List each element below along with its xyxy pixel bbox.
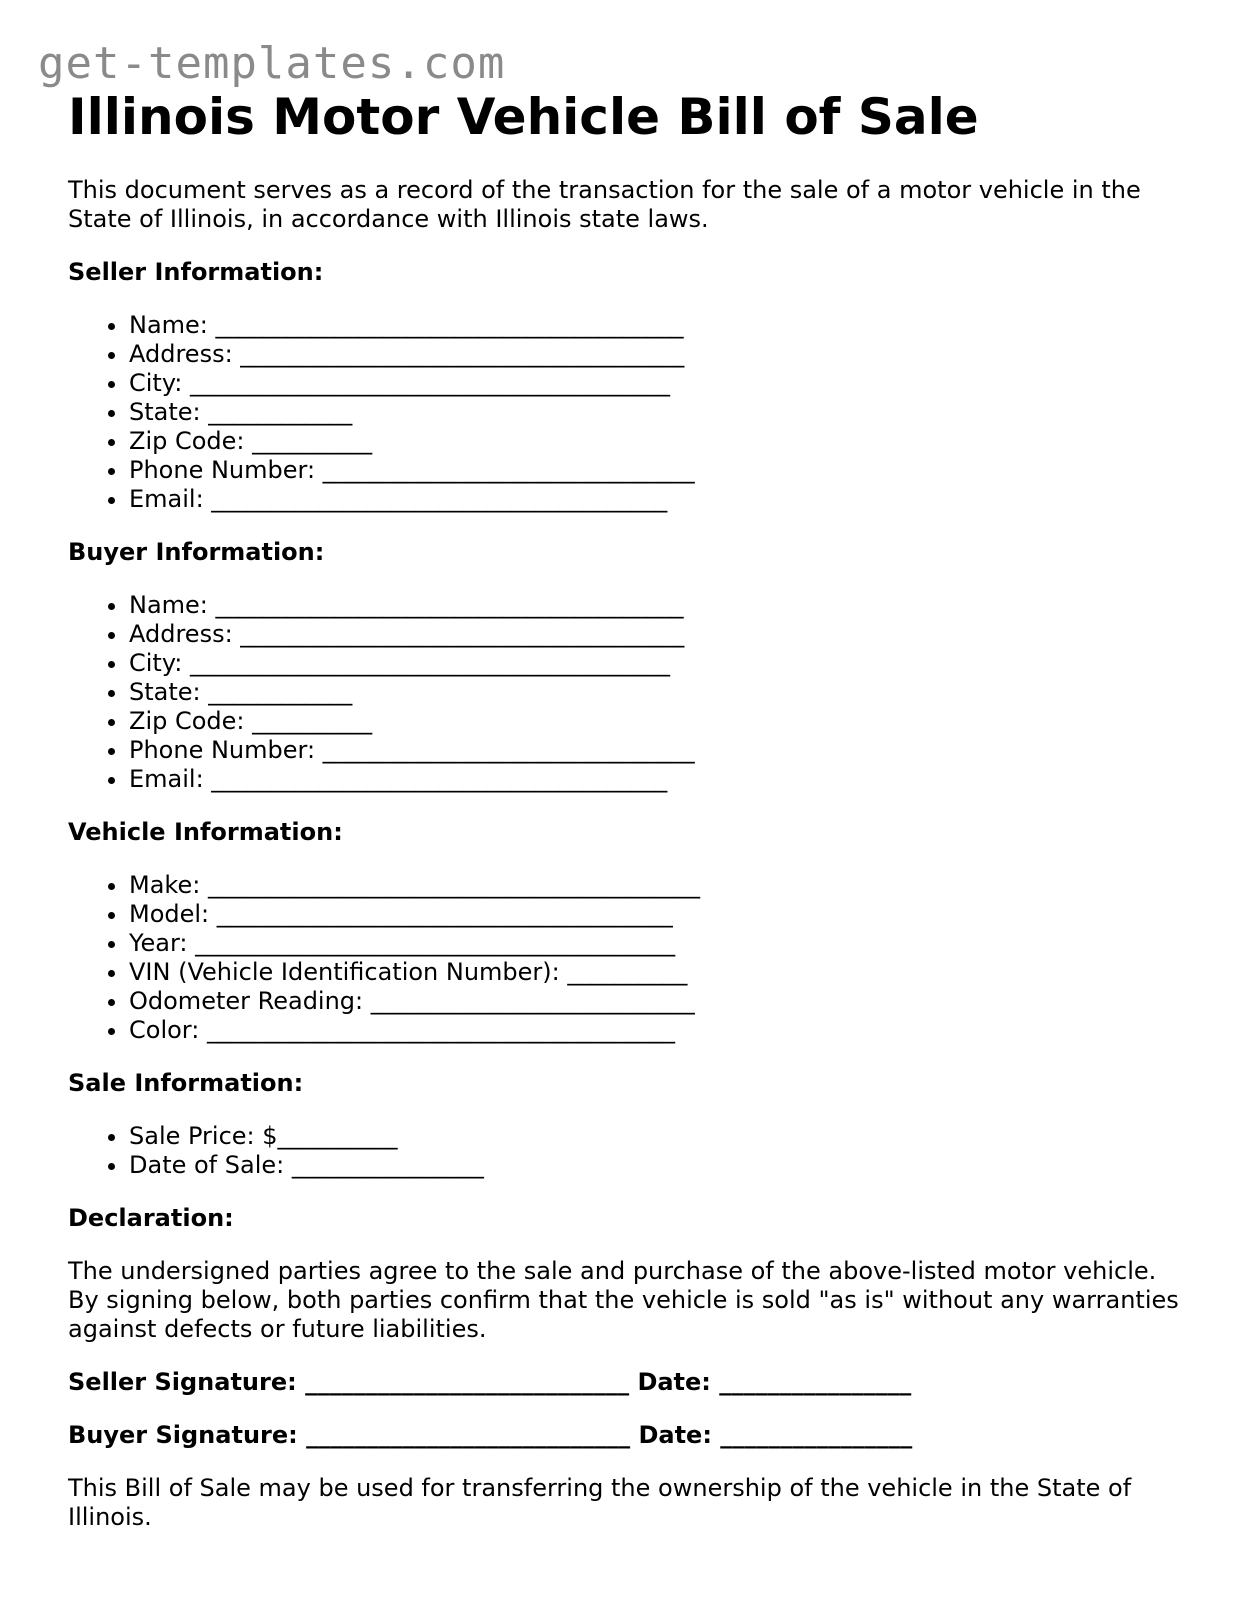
buyer-address-field: • Address: _____________________________________: [129, 620, 1188, 649]
vehicle-vin-field: • VIN (Vehicle Identification Number): __________: [129, 958, 1188, 987]
buyer-name-field: • Name: _______________________________________: [129, 591, 1188, 620]
sale-fields: [68, 1122, 1188, 1180]
seller-signature-line: Seller Signature: ___________________________ Date: ________________: [68, 1368, 912, 1396]
seller-address-field: • Address: _____________________________________: [129, 340, 1188, 369]
declaration-paragraph: The undersigned parties agree to the sale and purchase of the above-listed motor vehicle. By signing below, both parties confirm that the vehicle is sold "as is" without any warranties against defects or future liabilities.: [68, 1257, 1179, 1343]
sale-heading: Sale Information:: [68, 1069, 304, 1097]
buyer-heading: Buyer Information:: [68, 538, 325, 566]
seller-name-field: • Name: _______________________________________: [129, 311, 1188, 340]
buyer-zip-field: • Zip Code: __________: [129, 707, 1188, 736]
seller-fields: [68, 311, 1188, 514]
buyer-fields: [68, 591, 1188, 794]
buyer-email-field: • Email: ______________________________________: [129, 765, 1188, 794]
intro-paragraph: This document serves as a record of the transaction for the sale of a motor vehicle in the State of Illinois, in accordance with Illinois state laws.: [68, 176, 1141, 233]
vehicle-year-field: • Year: ________________________________________: [129, 929, 1188, 958]
document: [68, 86, 1188, 1532]
buyer-state-field: • State: ____________: [129, 678, 1188, 707]
vehicle-model-field: • Model: ______________________________________: [129, 900, 1188, 929]
buyer-signature-line: Buyer Signature: ___________________________ Date: ________________: [68, 1421, 913, 1449]
seller-heading: Seller Information:: [68, 258, 324, 286]
seller-phone-field: • Phone Number: _______________________________: [129, 456, 1188, 485]
seller-state-field: • State: ____________: [129, 398, 1188, 427]
sale-price-field: • Sale Price: $__________: [129, 1122, 1188, 1151]
page-title: Illinois Motor Vehicle Bill of Sale: [68, 88, 979, 146]
sale-date-field: • Date of Sale: ________________: [129, 1151, 1188, 1180]
seller-zip-field: • Zip Code: __________: [129, 427, 1188, 456]
vehicle-fields: [68, 871, 1188, 1045]
vehicle-make-field: • Make: _________________________________________: [129, 871, 1188, 900]
buyer-city-field: • City: ________________________________________: [129, 649, 1188, 678]
vehicle-heading: Vehicle Information:: [68, 818, 343, 846]
declaration-heading: Declaration:: [68, 1204, 234, 1232]
buyer-phone-field: • Phone Number: _______________________________: [129, 736, 1188, 765]
seller-city-field: • City: ________________________________________: [129, 369, 1188, 398]
watermark: get-templates.com: [38, 38, 506, 89]
footer-paragraph: This Bill of Sale may be used for transferring the ownership of the vehicle in the State of Illinois.: [68, 1474, 1132, 1531]
vehicle-odometer-field: • Odometer Reading: ___________________________: [129, 987, 1188, 1016]
vehicle-color-field: • Color: _______________________________________: [129, 1016, 1188, 1045]
seller-email-field: • Email: ______________________________________: [129, 485, 1188, 514]
